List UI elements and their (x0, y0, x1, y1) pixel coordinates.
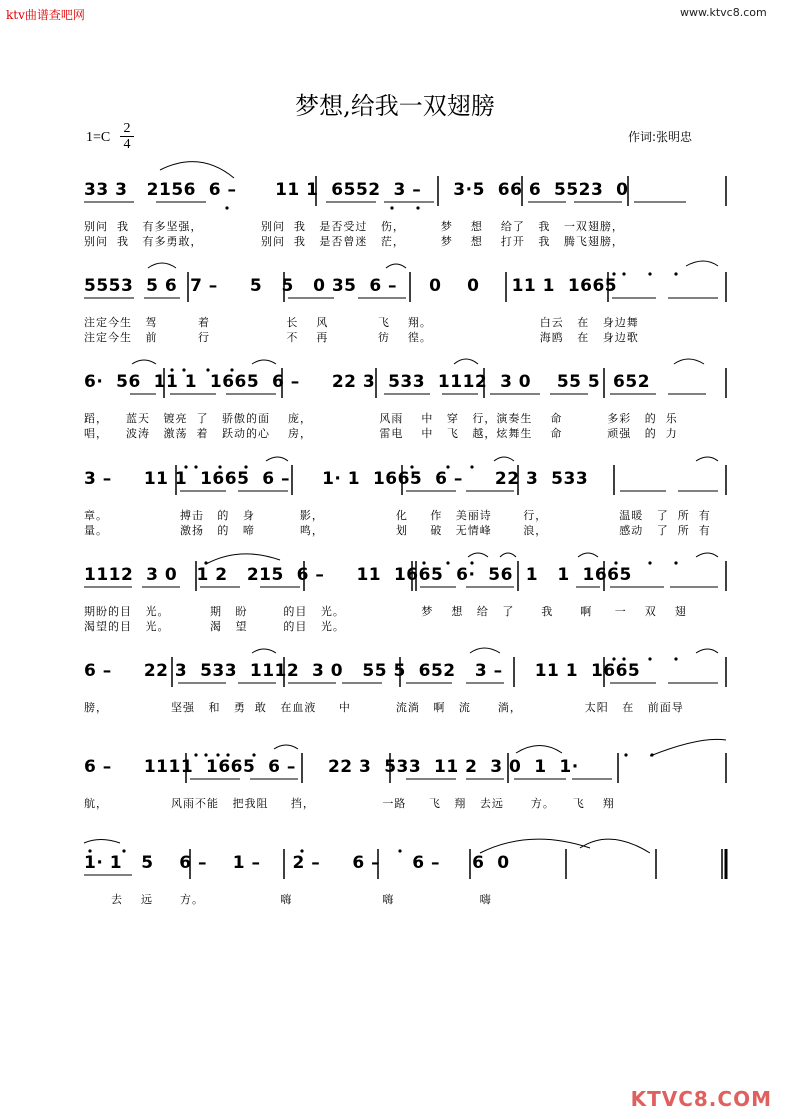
octave-dot (650, 753, 653, 756)
octave-dot (206, 368, 209, 371)
octave-dot (446, 465, 449, 468)
lyrics-row-3-verse-1: 蹈， 蓝天 镀亮 了 骄傲的面 庞， 风雨 中 穿 行，演奏生 命 多彩 的 乐 (84, 412, 678, 425)
octave-dot (674, 272, 677, 275)
octave-dot (648, 657, 651, 660)
octave-dot (674, 657, 677, 660)
octave-dot (88, 849, 91, 852)
octave-dot (225, 206, 228, 209)
slur-arc (454, 359, 478, 364)
slur-arc (500, 553, 516, 557)
octave-dot (470, 465, 473, 468)
notes-row-3: 6· 56 11 1 1665 6 – 22 3 533 1112 3 0 55 5 652 (84, 372, 651, 392)
octave-dot (622, 272, 625, 275)
octave-dot (390, 206, 393, 209)
slur-arc (84, 840, 120, 844)
lyrics-row-4-verse-1: 章。 搏击 的 身 影， 化 作 美丽诗 行， 温暖 了 所 有 (84, 509, 711, 522)
watermark-top-right: www.ktvc8.com (680, 6, 767, 19)
slur-arc (468, 553, 488, 557)
lyrics-row-5-verse-1: 期盼的目 光。 期 盼 的目 光。 梦 想 给 了 我 啊 一 双 翅 (84, 605, 687, 618)
octave-dot (416, 206, 419, 209)
octave-dot (204, 561, 207, 564)
slur-arc (132, 360, 156, 364)
octave-dot (194, 753, 197, 756)
lyrics-row-1-verse-2: 别问 我 有多勇敢， 别问 我 是否曾迷 茫， 梦 想 打开 我 腾飞翅膀， (84, 235, 624, 248)
slur-arc (252, 360, 276, 364)
notes-row-2: 5553 5 6 7 – 5 5 0 35 6 – 0 0 11 1 1665 (84, 276, 618, 296)
octave-dot (410, 465, 413, 468)
octave-dot (648, 561, 651, 564)
octave-dot (614, 561, 617, 564)
octave-dot (230, 368, 233, 371)
octave-dot (252, 753, 255, 756)
key-signature: 1=C (86, 130, 111, 145)
lyrics-row-8-verse-1: 去 远 方。 嗨 嗨 嗨 (84, 893, 492, 906)
octave-dot (446, 561, 449, 564)
slur-arc (674, 359, 704, 364)
octave-dot (194, 465, 197, 468)
octave-dot (244, 465, 247, 468)
lyrics-row-4-verse-2: 量。 激扬 的 啼 鸣， 划 破 无情峰 浪， 感动 了 所 有 (84, 524, 711, 537)
octave-dot (204, 753, 207, 756)
song-title: 梦想,给我一双翅膀 (295, 92, 495, 120)
slur-arc (494, 457, 514, 461)
slur-arc (252, 649, 276, 653)
notes-row-1: 33 3 2156 6 – 11 1 6552 3 – 3·5 66 6 5523 0 (84, 180, 629, 200)
slur-arc (274, 745, 298, 749)
time-signature-bottom: 4 (123, 137, 131, 152)
slur-arc (266, 457, 288, 461)
octave-dot (422, 561, 425, 564)
slur-arc (696, 457, 718, 461)
octave-dot (226, 753, 229, 756)
slur-arc (386, 264, 406, 268)
octave-dot (622, 657, 625, 660)
slur-arc (148, 263, 176, 268)
watermark-bottom-logo: KTVC8.COM (630, 1087, 772, 1111)
slur-arc (580, 839, 650, 853)
beam-underlines (84, 202, 718, 875)
octave-dot (612, 272, 615, 275)
octave-dot (184, 465, 187, 468)
slur-arc (578, 553, 598, 557)
notes-row-6: 6 – 22 3 533 1112 3 0 55 5 652 3 – 11 1 1665 (84, 661, 641, 681)
octave-dot (674, 561, 677, 564)
slurs (84, 162, 726, 853)
octave-dot (470, 561, 473, 564)
octave-dot (182, 368, 185, 371)
slur-arc (206, 554, 280, 564)
slur-arc (696, 649, 718, 653)
lyricist: 作词:张明忠 (628, 130, 693, 144)
octave-dots (88, 206, 677, 852)
slur-arc (470, 648, 500, 653)
slur-arc (480, 839, 590, 853)
octave-dot (216, 753, 219, 756)
octave-dot (612, 657, 615, 660)
slur-arc (650, 739, 726, 756)
octave-dot (170, 368, 173, 371)
lyrics-row-2-verse-1: 注定今生 驾 着 长 风 飞 翔。 白云 在 身边舞 (84, 316, 639, 329)
lyrics-row-1-verse-1: 别问 我 有多坚强， 别问 我 是否受过 伤， 梦 想 给了 我 一双翅膀， (84, 220, 624, 233)
time-signature-top: 2 (120, 122, 134, 137)
notes-row-5: 1112 3 0 1 2 215 6 – 11 1665 6· 56 1 1 1665 (84, 565, 632, 585)
octave-dot (122, 849, 125, 852)
lyrics-row-2-verse-2: 注定今生 前 行 不 再 彷 徨。 海鸥 在 身边歌 (84, 331, 639, 344)
lyrics-row-7-verse-1: 航， 风雨不能 把我阻 挡， 一路 飞 翔 去远 方。 飞 翔 (84, 797, 615, 810)
slur-arc (160, 162, 234, 178)
octave-dot (218, 465, 221, 468)
notes-row-4: 3 – 11 1 1665 6 – 1· 1 1665 6 – 22 3 533 (84, 469, 589, 489)
watermark-top-left: ktv曲谱查吧网 (6, 8, 85, 22)
octave-dot (624, 753, 627, 756)
bar-lines (164, 176, 726, 879)
slur-arc (696, 553, 718, 557)
lyrics-row-6-verse-1: 膀， 坚强 和 勇 敢 在血液 中 流淌 啊 流 淌， 太阳 在 前面导 (84, 701, 684, 714)
notes-row-7: 6 – 1111 1665 6 – 22 3 533 11 2 3 0 1 1· (84, 757, 579, 777)
octave-dot (648, 272, 651, 275)
octave-dot (398, 849, 401, 852)
lyrics-row-3-verse-2: 唱， 波涛 激荡 着 跃动的心 房， 雷电 中 飞 越，炫舞生 命 顽强 的 力 (84, 427, 678, 440)
lyrics-row-5-verse-2: 渴望的目 光。 渴 望 的目 光。 (84, 620, 345, 633)
octave-dot (300, 849, 303, 852)
notes-row-8: 1· 1 5 6 – 1 – 2 – 6 – 6 – 6 0 (84, 853, 510, 873)
slur-arc (686, 261, 718, 266)
slur-arc (516, 746, 562, 754)
